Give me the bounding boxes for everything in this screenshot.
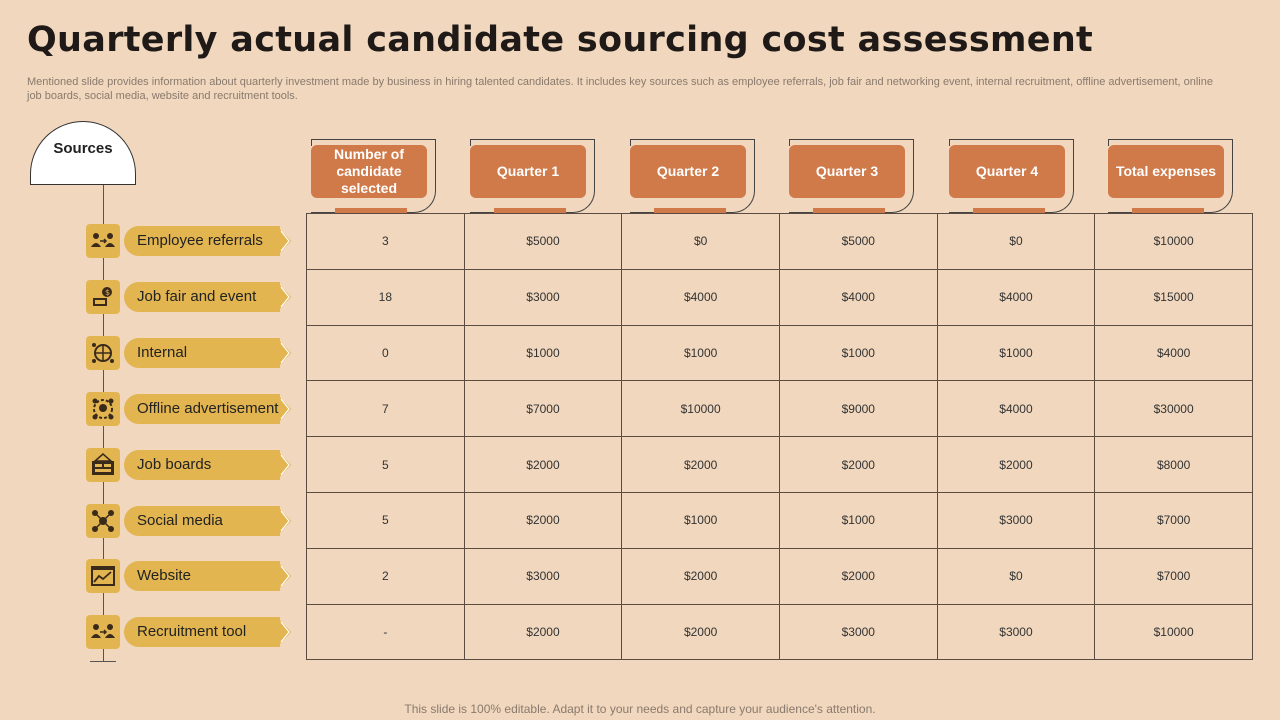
table-row <box>307 381 1253 437</box>
column-header <box>311 139 436 214</box>
team-gear-icon <box>86 392 120 426</box>
column-header-label: Quarter 2 <box>630 145 746 198</box>
table-cell: $9000 <box>779 381 937 437</box>
table-cell: $2000 <box>464 492 622 548</box>
source-label: Job boards <box>124 450 280 480</box>
table-cell: $1000 <box>464 325 622 381</box>
table-cell: $8000 <box>1095 437 1253 493</box>
table-cell: $2000 <box>779 437 937 493</box>
svg-text:$: $ <box>105 288 111 297</box>
table-cell: 5 <box>307 437 465 493</box>
table-cell: 7 <box>307 381 465 437</box>
browser-chart-icon <box>86 559 120 593</box>
column-header <box>949 139 1074 214</box>
table-row <box>307 214 1253 270</box>
signboard-icon <box>86 448 120 482</box>
table-cell: $1000 <box>937 325 1095 381</box>
table-row <box>307 325 1253 381</box>
table-cell: 2 <box>307 548 465 604</box>
page-title: Quarterly actual candidate sourcing cost assessment <box>27 20 1094 60</box>
table-cell: $2000 <box>622 437 780 493</box>
table-cell: $0 <box>622 214 780 270</box>
money-hand-icon <box>86 280 120 314</box>
timeline-end <box>90 661 116 662</box>
table-cell: $30000 <box>1095 381 1253 437</box>
source-label: Job fair and event <box>124 282 280 312</box>
table-cell: $4000 <box>622 269 780 325</box>
table-cell: $1000 <box>779 325 937 381</box>
sources-heading <box>30 121 136 185</box>
chevron-right-icon <box>279 563 291 589</box>
table-cell: $10000 <box>1095 604 1253 660</box>
column-header-label: Number of candidate selected <box>311 145 427 198</box>
table-cell: $5000 <box>779 214 937 270</box>
table-cell: $7000 <box>464 381 622 437</box>
table-cell: $4000 <box>937 381 1095 437</box>
column-header-label: Quarter 1 <box>470 145 586 198</box>
chevron-right-icon <box>279 508 291 534</box>
table-cell: $7000 <box>1095 548 1253 604</box>
table-cell: $10000 <box>622 381 780 437</box>
table-cell: $3000 <box>779 604 937 660</box>
table-cell: 18 <box>307 269 465 325</box>
table-cell: $3000 <box>937 492 1095 548</box>
table-cell: $1000 <box>779 492 937 548</box>
sources-heading-label: Sources <box>53 139 113 157</box>
table-cell: $2000 <box>937 437 1095 493</box>
column-header <box>789 139 914 214</box>
source-label: Website <box>124 561 280 591</box>
table-row <box>307 269 1253 325</box>
table-row <box>307 492 1253 548</box>
table-cell: 5 <box>307 492 465 548</box>
column-header <box>630 139 755 214</box>
globe-network-icon <box>86 336 120 370</box>
social-network-icon <box>86 504 120 538</box>
column-header-label: Total expenses <box>1108 145 1224 198</box>
table-cell: $10000 <box>1095 214 1253 270</box>
column-header <box>1108 139 1233 214</box>
source-label: Employee referrals <box>124 226 280 256</box>
page-subtitle: Mentioned slide provides information about quarterly investment made by business in hiring talented candidates. It includes key sources such as employee referrals, job fair and networking event, internal recruitment, offline advertisement, online job boards, social media, website and recruitment tools. <box>27 76 1213 102</box>
table-cell: 3 <box>307 214 465 270</box>
table-cell: $3000 <box>937 604 1095 660</box>
footer-note: This slide is 100% editable. Adapt it to your needs and capture your audience's attention. <box>404 702 876 716</box>
column-header <box>470 139 595 214</box>
table-cell: $2000 <box>779 548 937 604</box>
chevron-right-icon <box>279 452 291 478</box>
table-cell: $0 <box>937 548 1095 604</box>
chevron-right-icon <box>279 340 291 366</box>
table-cell: $4000 <box>937 269 1095 325</box>
chevron-right-icon <box>279 396 291 422</box>
table-cell: $15000 <box>1095 269 1253 325</box>
table-cell: $3000 <box>464 548 622 604</box>
people-exchange-icon <box>86 615 120 649</box>
table-cell: $2000 <box>464 604 622 660</box>
table-cell: - <box>307 604 465 660</box>
source-label: Recruitment tool <box>124 617 280 647</box>
table-cell: $2000 <box>622 548 780 604</box>
source-label: Social media <box>124 506 280 536</box>
table-cell: $0 <box>937 214 1095 270</box>
table-cell: $4000 <box>1095 325 1253 381</box>
source-label: Offline advertisement <box>124 394 280 424</box>
table-cell: 0 <box>307 325 465 381</box>
table-cell: $2000 <box>622 604 780 660</box>
table-cell: $3000 <box>464 269 622 325</box>
table-cell: $5000 <box>464 214 622 270</box>
table-cell: $1000 <box>622 325 780 381</box>
table-cell: $7000 <box>1095 492 1253 548</box>
cost-table <box>306 213 1253 660</box>
table-row <box>307 437 1253 493</box>
people-exchange-icon <box>86 224 120 258</box>
source-label: Internal <box>124 338 280 368</box>
table-row <box>307 604 1253 660</box>
column-header-label: Quarter 4 <box>949 145 1065 198</box>
table-row <box>307 548 1253 604</box>
table-cell: $2000 <box>464 437 622 493</box>
table-cell: $4000 <box>779 269 937 325</box>
chevron-right-icon <box>279 619 291 645</box>
chevron-right-icon <box>279 228 291 254</box>
table-cell: $1000 <box>622 492 780 548</box>
column-header-label: Quarter 3 <box>789 145 905 198</box>
chevron-right-icon <box>279 284 291 310</box>
